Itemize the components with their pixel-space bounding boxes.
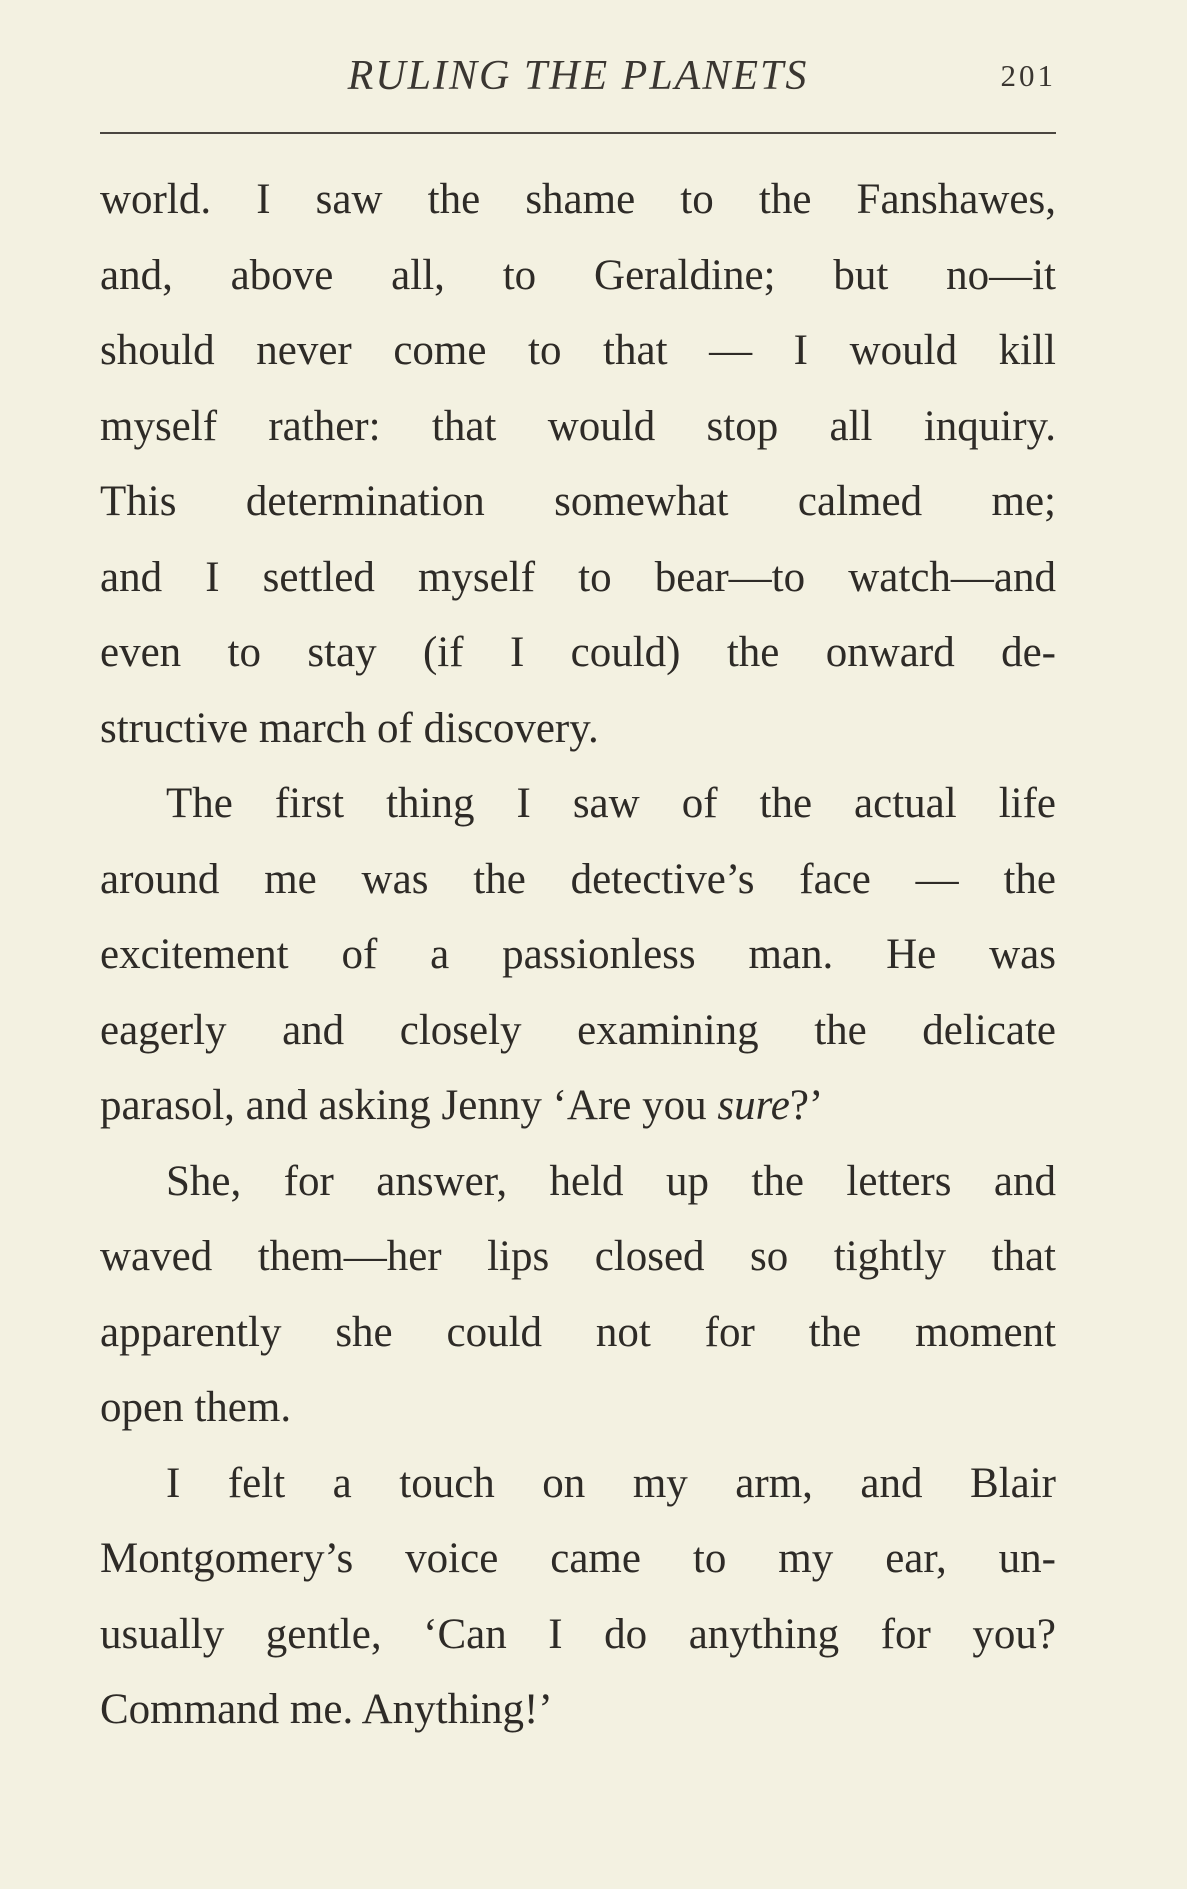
page-number: 201 (1000, 58, 1056, 93)
text-line: I felt a touch on my arm, and Blair (166, 1459, 1056, 1507)
text-line: Command me. Anything!’ (100, 1686, 553, 1733)
text-line: usually gentle, ‘Can I do anything for you? (100, 1610, 1056, 1658)
text-line: even to stay (if I could) the onward de- (100, 629, 1056, 676)
text-line: eagerly and closely examining the delicate (100, 1006, 1056, 1054)
text-line: structive march of discovery. (100, 704, 599, 752)
text-line: world. I saw the shame to the Fanshawes, (100, 176, 1056, 223)
text-line: and, above all, to Geraldine; but no—it (100, 251, 1056, 299)
text-line: apparently she could not for the moment (100, 1308, 1056, 1356)
body-text (100, 162, 1056, 1748)
text-line: waved them—her lips closed so tightly that (100, 1233, 1056, 1280)
text-line: She, for answer, held up the letters and (166, 1157, 1056, 1205)
running-title: RULING THE PLANETS (347, 53, 809, 99)
running-head (100, 52, 1056, 108)
text-line: myself rather: that would stop all inquiry. (100, 402, 1056, 450)
text-line: and I settled myself to bear—to watch—and (100, 553, 1056, 601)
text-line: open them. (100, 1384, 292, 1431)
text-line: excitement of a passionless man. He was (100, 931, 1056, 978)
header-rule (100, 132, 1056, 134)
text-line: around me was the detective’s face — the (100, 855, 1056, 903)
text-line: The first thing I saw of the actual life (166, 780, 1056, 827)
text-line (100, 1068, 1056, 1144)
text-segment: parasol, and asking Jenny ‘Are you (100, 1082, 718, 1129)
text-segment: ?’ (789, 1082, 824, 1129)
text-line: should never come to that — I would kill (100, 327, 1056, 374)
text-line: Montgomery’s voice came to my ear, un- (100, 1535, 1056, 1582)
italic-word: sure (717, 1082, 790, 1129)
text-line: This determination somewhat calmed me; (100, 478, 1056, 525)
